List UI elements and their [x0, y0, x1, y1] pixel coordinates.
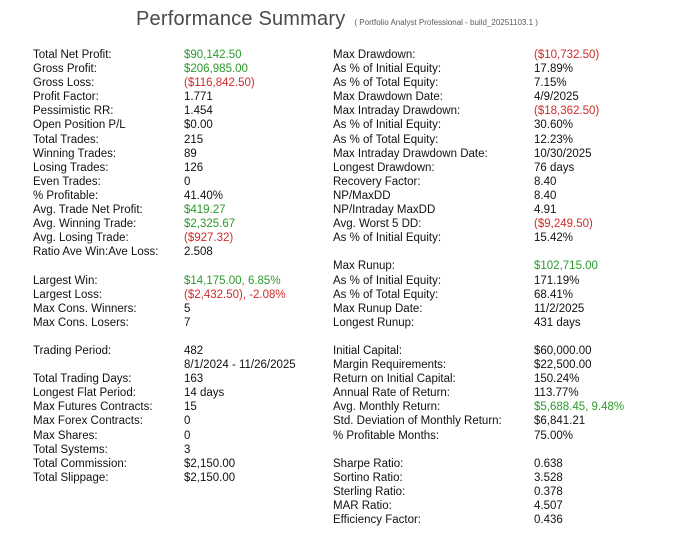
metric-row-sharpe-ratio	[333, 457, 673, 471]
metric-label: Max Futures Contracts:	[33, 401, 153, 414]
metric-label: Largest Loss:	[33, 288, 103, 301]
metric-value: 3	[184, 443, 191, 456]
metric-label: Max Shares:	[33, 429, 98, 442]
metric-value: 3.528	[534, 471, 563, 484]
metric-label: Total Systems:	[33, 443, 108, 456]
metric-row-total-slippage	[33, 471, 323, 485]
metric-row-longest-runup	[333, 316, 673, 330]
metric-value: $6,841.21	[534, 415, 586, 428]
metric-row-as-pct-of-total-equity	[333, 76, 673, 90]
metric-row-std-deviation-of-monthly-return	[333, 414, 673, 428]
metric-row-gross-profit	[33, 62, 323, 76]
metric-value: $206,985.00	[184, 63, 248, 76]
section-spacer	[333, 245, 673, 259]
metric-label: Total Net Profit:	[33, 49, 112, 61]
metric-value: 75.00%	[534, 429, 574, 442]
metric-value: $14,175.00, 6.85%	[184, 274, 281, 287]
metric-label: As % of Initial Equity:	[333, 232, 442, 245]
metric-value: $2,325.67	[184, 218, 236, 231]
metric-row-as-pct-of-initial-equity	[333, 231, 673, 245]
right-metrics-column	[333, 48, 673, 527]
metric-row-annual-rate-of-return	[333, 386, 673, 400]
metric-label: Sharpe Ratio:	[333, 457, 404, 470]
metric-value: 2.508	[184, 246, 213, 259]
metric-label: MAR Ratio:	[333, 500, 392, 512]
metric-value: 15.42%	[534, 232, 574, 245]
metric-row-np-intraday-maxdd	[333, 203, 673, 217]
metric-row-max-shares	[33, 429, 323, 443]
metric-label: Trading Period:	[33, 344, 112, 357]
metric-row-total-net-profit	[33, 48, 323, 62]
metric-value: 4.507	[534, 500, 563, 512]
metric-label: Max Intraday Drawdown:	[333, 105, 461, 118]
section-spacer	[333, 443, 673, 457]
metric-value: 68.41%	[534, 288, 574, 301]
metric-value: 0	[184, 175, 191, 188]
metric-value: 76 days	[534, 161, 575, 174]
metric-value: 0.378	[534, 485, 563, 498]
metric-row-max-cons-winners	[33, 302, 323, 316]
metric-row-mar-ratio	[333, 499, 673, 513]
metric-value: $60,000.00	[534, 344, 592, 357]
metric-value: ($116,842.50)	[184, 77, 255, 90]
metric-row-as-pct-of-initial-equity	[333, 62, 673, 76]
metric-row-sterling-ratio	[333, 485, 673, 499]
metric-label: NP/MaxDD	[333, 189, 391, 202]
metric-label: Winning Trades:	[33, 147, 117, 160]
metric-label: As % of Initial Equity:	[333, 274, 442, 287]
metric-value: 482	[184, 344, 204, 357]
metric-label: Avg. Monthly Return:	[333, 401, 441, 414]
metric-label: Losing Trades:	[33, 161, 109, 174]
section-spacer	[333, 330, 673, 344]
metric-row-max-drawdown-date	[333, 90, 673, 104]
metric-label: As % of Initial Equity:	[333, 119, 442, 132]
metric-row-open-position-p-l	[33, 118, 323, 132]
metric-label: Profit Factor:	[33, 91, 99, 104]
metric-value: 8/1/2024 - 11/26/2025	[184, 359, 296, 372]
metric-value: 15	[184, 401, 197, 414]
metric-row-max-drawdown	[333, 48, 673, 62]
metric-row-longest-drawdown	[333, 161, 673, 175]
metric-row-sortino-ratio	[333, 471, 673, 485]
metric-value: 8.40	[534, 175, 557, 188]
metric-label: As % of Initial Equity:	[333, 63, 442, 76]
metric-value: 0.638	[534, 457, 563, 470]
metric-label: Open Position P/L	[33, 119, 126, 132]
metric-label: As % of Total Equity:	[333, 77, 439, 90]
metric-row-max-forex-contracts	[33, 414, 323, 428]
metric-row-max-intraday-drawdown-date	[333, 147, 673, 161]
metric-row-efficiency-factor	[333, 513, 673, 527]
metric-label: Total Slippage:	[33, 471, 109, 484]
metric-label: As % of Total Equity:	[333, 288, 439, 301]
metric-value: 41.40%	[184, 189, 224, 202]
metric-value: 150.24%	[534, 373, 580, 386]
metric-value: ($2,432.50), -2.08%	[184, 288, 286, 301]
metric-label: Total Trading Days:	[33, 373, 132, 386]
metric-row-avg-winning-trade	[33, 217, 323, 231]
metric-label: Recovery Factor:	[333, 175, 421, 188]
metric-row-np-maxdd	[333, 189, 673, 203]
metric-row-even-trades	[33, 175, 323, 189]
metric-row-recovery-factor	[333, 175, 673, 189]
metric-row-max-intraday-drawdown	[333, 104, 673, 118]
metric-value: ($9,249.50)	[534, 218, 593, 231]
metric-label: Total Commission:	[33, 457, 127, 470]
metric-row-total-systems	[33, 443, 323, 457]
metric-row-as-pct-of-initial-equity	[333, 118, 673, 132]
metric-row-max-futures-contracts	[33, 400, 323, 414]
metric-value: 11/2/2025	[534, 302, 585, 315]
metric-value: 0	[184, 429, 191, 442]
metric-value: 0	[184, 415, 191, 428]
metric-row-gross-loss	[33, 76, 323, 90]
section-spacer	[33, 330, 323, 344]
metric-value: 163	[184, 373, 204, 386]
metric-row-total-trading-days	[33, 372, 323, 386]
metric-value: 7.15%	[534, 77, 567, 90]
metric-label: NP/Intraday MaxDD	[333, 204, 436, 217]
metric-value: 1.454	[184, 105, 213, 118]
metric-value: ($18,362.50)	[534, 105, 600, 118]
metric-row-margin-requirements	[333, 358, 673, 372]
metric-row-return-on-initial-capital	[333, 372, 673, 386]
metric-label: Ratio Ave Win:Ave Loss:	[33, 246, 159, 259]
metric-row-total-trades	[33, 133, 323, 147]
metric-value: $0.00	[184, 119, 213, 132]
metric-value: 30.60%	[534, 119, 574, 132]
metric-value: 1.771	[184, 91, 213, 104]
metric-value: $102,715.00	[534, 260, 598, 273]
metric-row-pct-profitable	[33, 189, 323, 203]
metric-label: Max Cons. Winners:	[33, 302, 137, 315]
metric-label: Max Cons. Losers:	[33, 316, 129, 329]
metric-row-largest-win	[33, 274, 323, 288]
metric-row-as-pct-of-total-equity	[333, 288, 673, 302]
metric-label: Gross Profit:	[33, 63, 97, 76]
metric-row-pessimistic-rr	[33, 104, 323, 118]
metric-label: Annual Rate of Return:	[333, 387, 450, 400]
metric-row-trading-period	[33, 344, 323, 358]
metric-value: $2,150.00	[184, 457, 236, 470]
metric-label: Avg. Losing Trade:	[33, 232, 129, 245]
metric-value: ($10,732.50)	[534, 49, 600, 61]
build-info: ( Portfolio Analyst Professional - build_20251103.1 )	[354, 18, 538, 27]
metric-label: Sterling Ratio:	[333, 485, 406, 498]
metric-label: Largest Win:	[33, 274, 98, 287]
metric-row-largest-loss	[33, 288, 323, 302]
metric-value: 126	[184, 161, 204, 174]
metric-value: $5,688.45, 9.48%	[534, 401, 625, 414]
metric-row-avg-trade-net-profit	[33, 203, 323, 217]
metric-value: 4/9/2025	[534, 91, 579, 104]
metric-row-avg-worst-5-dd	[333, 217, 673, 231]
metric-value: 215	[184, 133, 204, 146]
metric-value: $419.27	[184, 204, 226, 217]
metric-value: 17.89%	[534, 63, 574, 76]
section-spacer	[33, 259, 323, 273]
metric-label: Efficiency Factor:	[333, 514, 421, 527]
metric-label: Max Runup:	[333, 260, 396, 273]
metric-value: $90,142.50	[184, 49, 242, 61]
metric-row-max-cons-losers	[33, 316, 323, 330]
metric-label: Return on Initial Capital:	[333, 373, 456, 386]
metric-row-losing-trades	[33, 161, 323, 175]
metric-value: 7	[184, 316, 191, 329]
metric-value: 431 days	[534, 316, 581, 329]
metric-label: % Profitable Months:	[333, 429, 440, 442]
metric-value: 8.40	[534, 189, 557, 202]
metric-label: Max Drawdown Date:	[333, 91, 443, 104]
metric-row-longest-flat-period	[33, 386, 323, 400]
metric-label: Longest Flat Period:	[33, 387, 136, 400]
metric-row-total-commission	[33, 457, 323, 471]
metric-value: $22,500.00	[534, 359, 592, 372]
metric-row-ratio-ave-win-ave-loss	[33, 245, 323, 259]
left-metrics-column	[33, 48, 323, 485]
metric-row-max-runup-date	[333, 302, 673, 316]
metric-value: 0.436	[534, 514, 563, 527]
metric-value: $2,150.00	[184, 471, 236, 484]
metric-row-winning-trades	[33, 147, 323, 161]
metric-label: % Profitable:	[33, 189, 99, 202]
metric-label: Total Trades:	[33, 133, 99, 146]
metric-value: 12.23%	[534, 133, 574, 146]
metric-value: 10/30/2025	[534, 147, 592, 160]
metric-value: 171.19%	[534, 274, 580, 287]
metric-label: Margin Requirements:	[333, 359, 447, 372]
metric-label: Pessimistic RR:	[33, 105, 114, 118]
metric-label: Even Trades:	[33, 175, 101, 188]
metric-label: Max Forex Contracts:	[33, 415, 143, 428]
metric-label: Initial Capital:	[333, 344, 403, 357]
metric-row-initial-capital	[333, 344, 673, 358]
metric-value: 113.77%	[534, 387, 579, 400]
report-header	[136, 8, 538, 31]
metric-row-max-runup	[333, 259, 673, 273]
metric-label: Std. Deviation of Monthly Return:	[333, 415, 502, 428]
metric-label: Max Runup Date:	[333, 302, 423, 315]
metric-row-profit-factor	[33, 90, 323, 104]
metric-value: 4.91	[534, 204, 557, 217]
metric-row-avg-monthly-return	[333, 400, 673, 414]
metric-value: 89	[184, 147, 197, 160]
metric-label: Avg. Winning Trade:	[33, 218, 137, 231]
metric-row-as-pct-of-initial-equity	[333, 274, 673, 288]
metric-row-pct-profitable-months	[333, 429, 673, 443]
metric-label: Max Drawdown:	[333, 49, 416, 61]
metric-row-as-pct-of-total-equity	[333, 133, 673, 147]
metric-row-continuation	[33, 358, 323, 372]
metric-value: ($927.32)	[184, 232, 234, 245]
metric-label: As % of Total Equity:	[333, 133, 439, 146]
metric-value: 5	[184, 302, 191, 315]
metric-label: Gross Loss:	[33, 77, 95, 90]
metric-row-avg-losing-trade	[33, 231, 323, 245]
metric-label: Avg. Trade Net Profit:	[33, 204, 143, 217]
metric-value: 14 days	[184, 387, 225, 400]
metric-label: Sortino Ratio:	[333, 471, 403, 484]
metric-label: Max Intraday Drawdown Date:	[333, 147, 488, 160]
metric-label: Avg. Worst 5 DD:	[333, 218, 422, 231]
metric-label: Longest Runup:	[333, 316, 415, 329]
metric-label: Longest Drawdown:	[333, 161, 435, 174]
page-title: Performance Summary	[136, 8, 346, 30]
